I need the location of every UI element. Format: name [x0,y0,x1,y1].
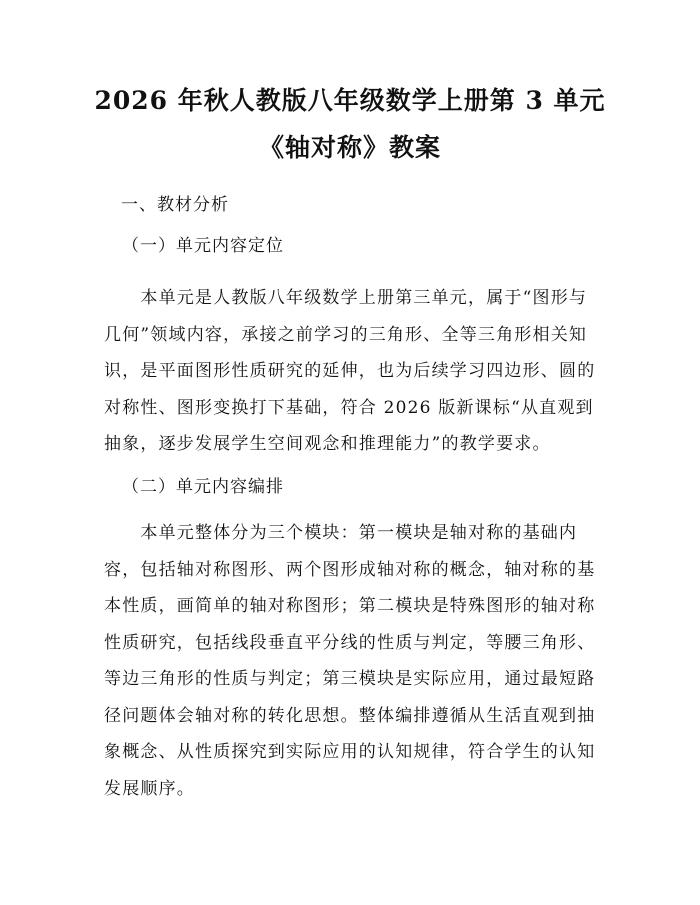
paragraph-line: 对称性、图形变换打下基础，符合 2026 版新课标“从直观到 [104,397,594,418]
paragraph-line: 抽象，逐步发展学生空间观念和推理能力”的教学要求。 [104,434,551,454]
paragraph-line: 几何”领域内容，承接之前学习的三角形、全等三角形相关知 [104,324,588,345]
paragraph-line: 等边三角形的性质与判定；第三模块是实际应用，通过最短路 [104,669,596,689]
document-title-line-1: 2026 年秋人教版八年级数学上册第 3 单元 [94,86,606,115]
paragraph-unit-arrangement [104,515,624,807]
paragraph-line: 发展顺序。 [104,778,195,799]
document-title-line-2: 《轴对称》教案 [258,133,441,162]
paragraph-line: 本单元整体分为三个模块：第一模块是轴对称的基础内 [104,523,578,543]
paragraph-line: 本单元是人教版八年级数学上册第三单元，属于“图形与 [104,288,588,308]
paragraph-unit-positioning [104,280,624,463]
paragraph-line: 性质研究，包括线段垂直平分线的性质与判定，等腰三角形、 [104,632,596,653]
subsection-heading-unit-positioning: （一）单元内容定位 [122,236,284,256]
paragraph-line: 径问题体会轴对称的转化思想。整体编排遵循从生活直观到抽 [104,705,596,726]
paragraph-line: 本性质，画简单的轴对称图形；第二模块是特殊图形的轴对称 [104,596,596,616]
section-heading-textbook-analysis: 一、教材分析 [121,195,229,215]
paragraph-line: 容，包括轴对称图形、两个图形成轴对称的概念，轴对称的基 [104,559,596,580]
paragraph-line: 象概念、从性质探究到实际应用的认知规律，符合学生的认知 [104,742,596,762]
paragraph-line: 识，是平面图形性质研究的延伸，也为后续学习四边形、圆的 [104,361,596,381]
subsection-heading-unit-arrangement: （二）单元内容编排 [122,477,284,497]
